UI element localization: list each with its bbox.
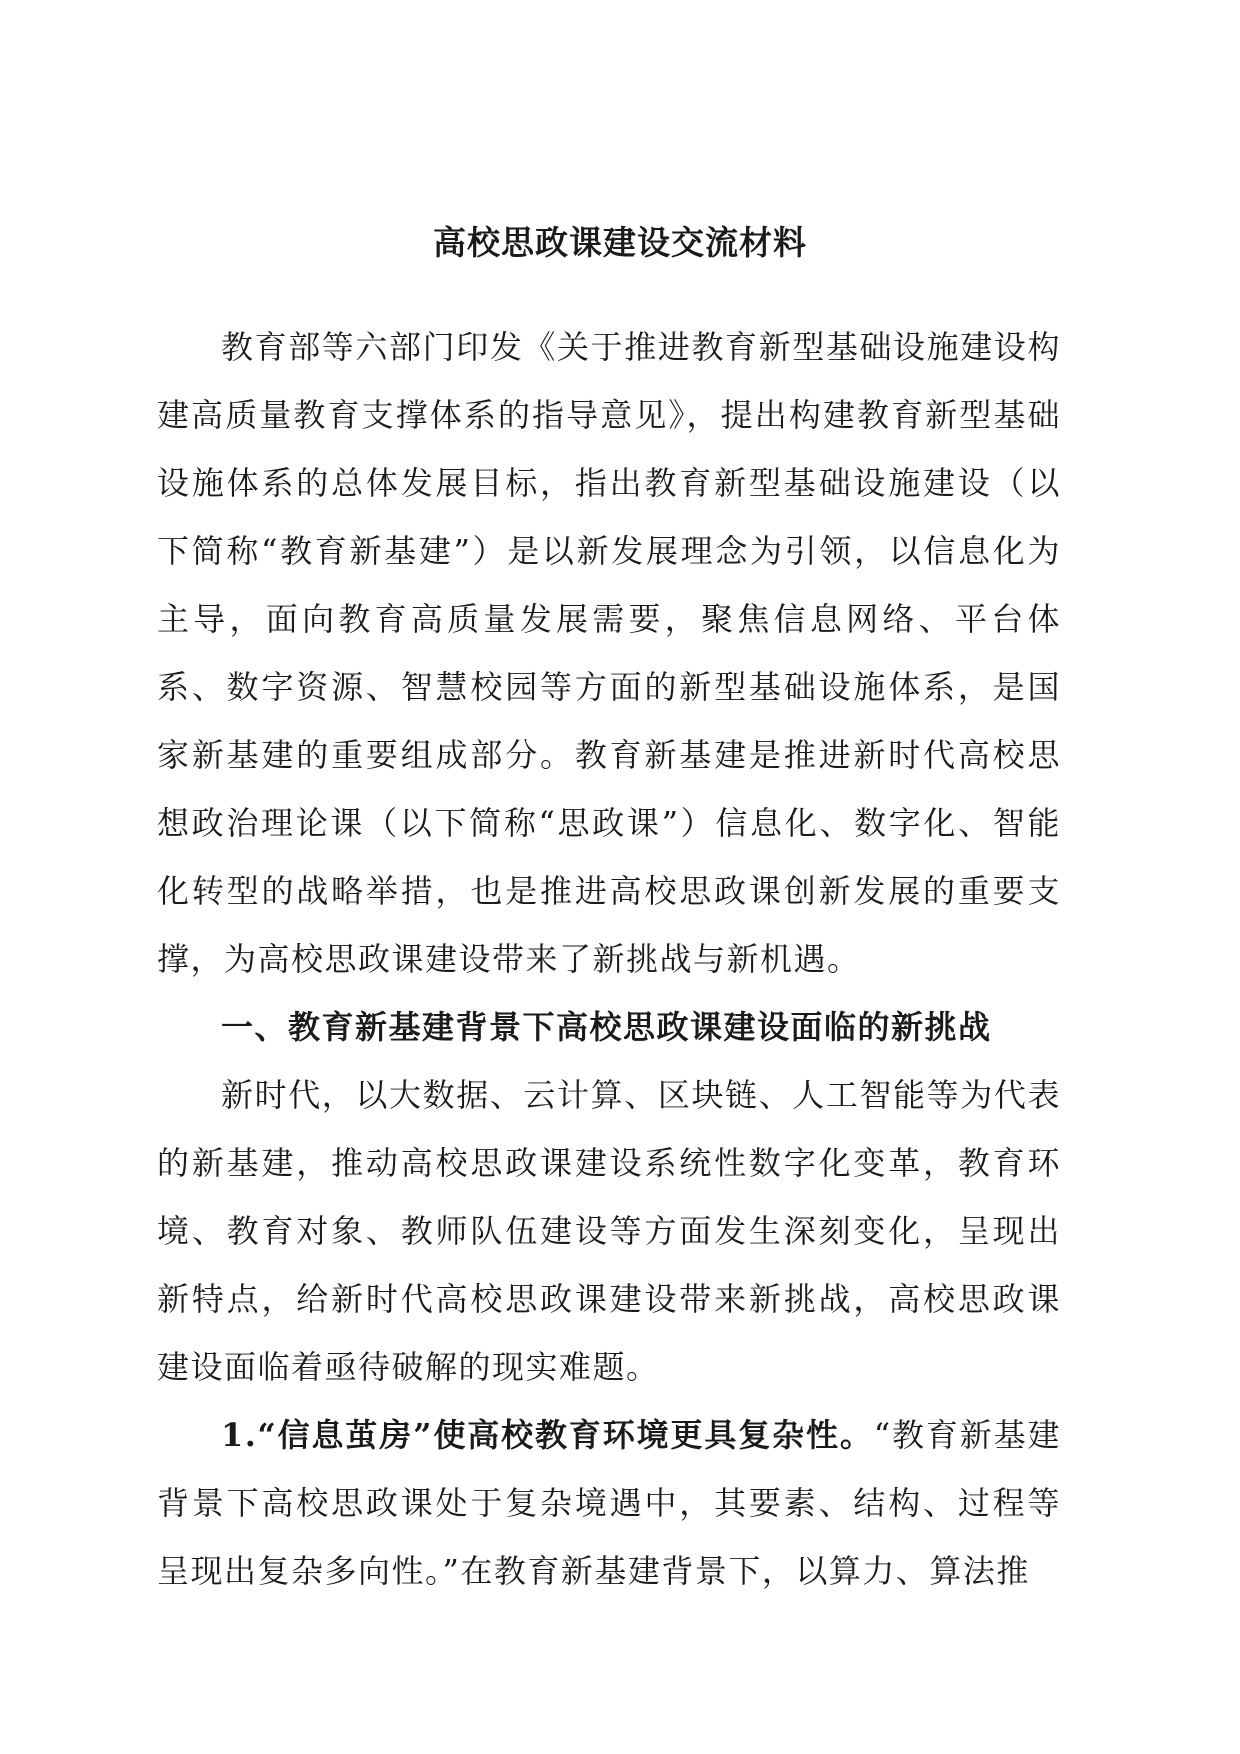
point-1-paragraph	[157, 1401, 1061, 1605]
section-1-heading: 一、教育新基建背景下高校思政课建设面临的新挑战	[221, 1008, 992, 1046]
point-1-lead: 1.“信息茧房”使高校教育环境更具复杂性。	[221, 1416, 874, 1454]
document-body	[157, 313, 1061, 1605]
section-1-paragraph: 新时代，以大数据、云计算、区块链、人工智能等为代表的新基建，推动高校思政课建设系统性数字化变革，教育环境、教育对象、教师队伍建设等方面发生深刻变化，呈现出新特点，给新时代高校思政课建设带来新挑战，高校思政课建设面临着亟待破解的现实难题。	[157, 1076, 1061, 1386]
document-title: 高校思政课建设交流材料	[433, 223, 807, 262]
point-1-text: “教育新基建背景下高校思政课处于复杂境遇中，其要素、结构、过程等呈现出复杂多向性。”在教育新基建背景下，以算力、算法推	[157, 1416, 1061, 1590]
intro-paragraph: 教育部等六部门印发《关于推进教育新型基础设施建设构建高质量教育支撑体系的指导意见》，提出构建教育新型基础设施体系的总体发展目标，指出教育新型基础设施建设（以下简称“教育新基建”）是以新发展理念为引领，以信息化为主导，面向教育高质量发展需要，聚焦信息网络、平台体系、数字资源、智慧校园等方面的新型基础设施体系，是国家新基建的重要组成部分。教育新基建是推进新时代高校思想政治理论课（以下简称“思政课”）信息化、数字化、智能化转型的战略举措，也是推进高校思政课创新发展的重要支撑，为高校思政课建设带来了新挑战与新机遇。	[157, 328, 1061, 978]
